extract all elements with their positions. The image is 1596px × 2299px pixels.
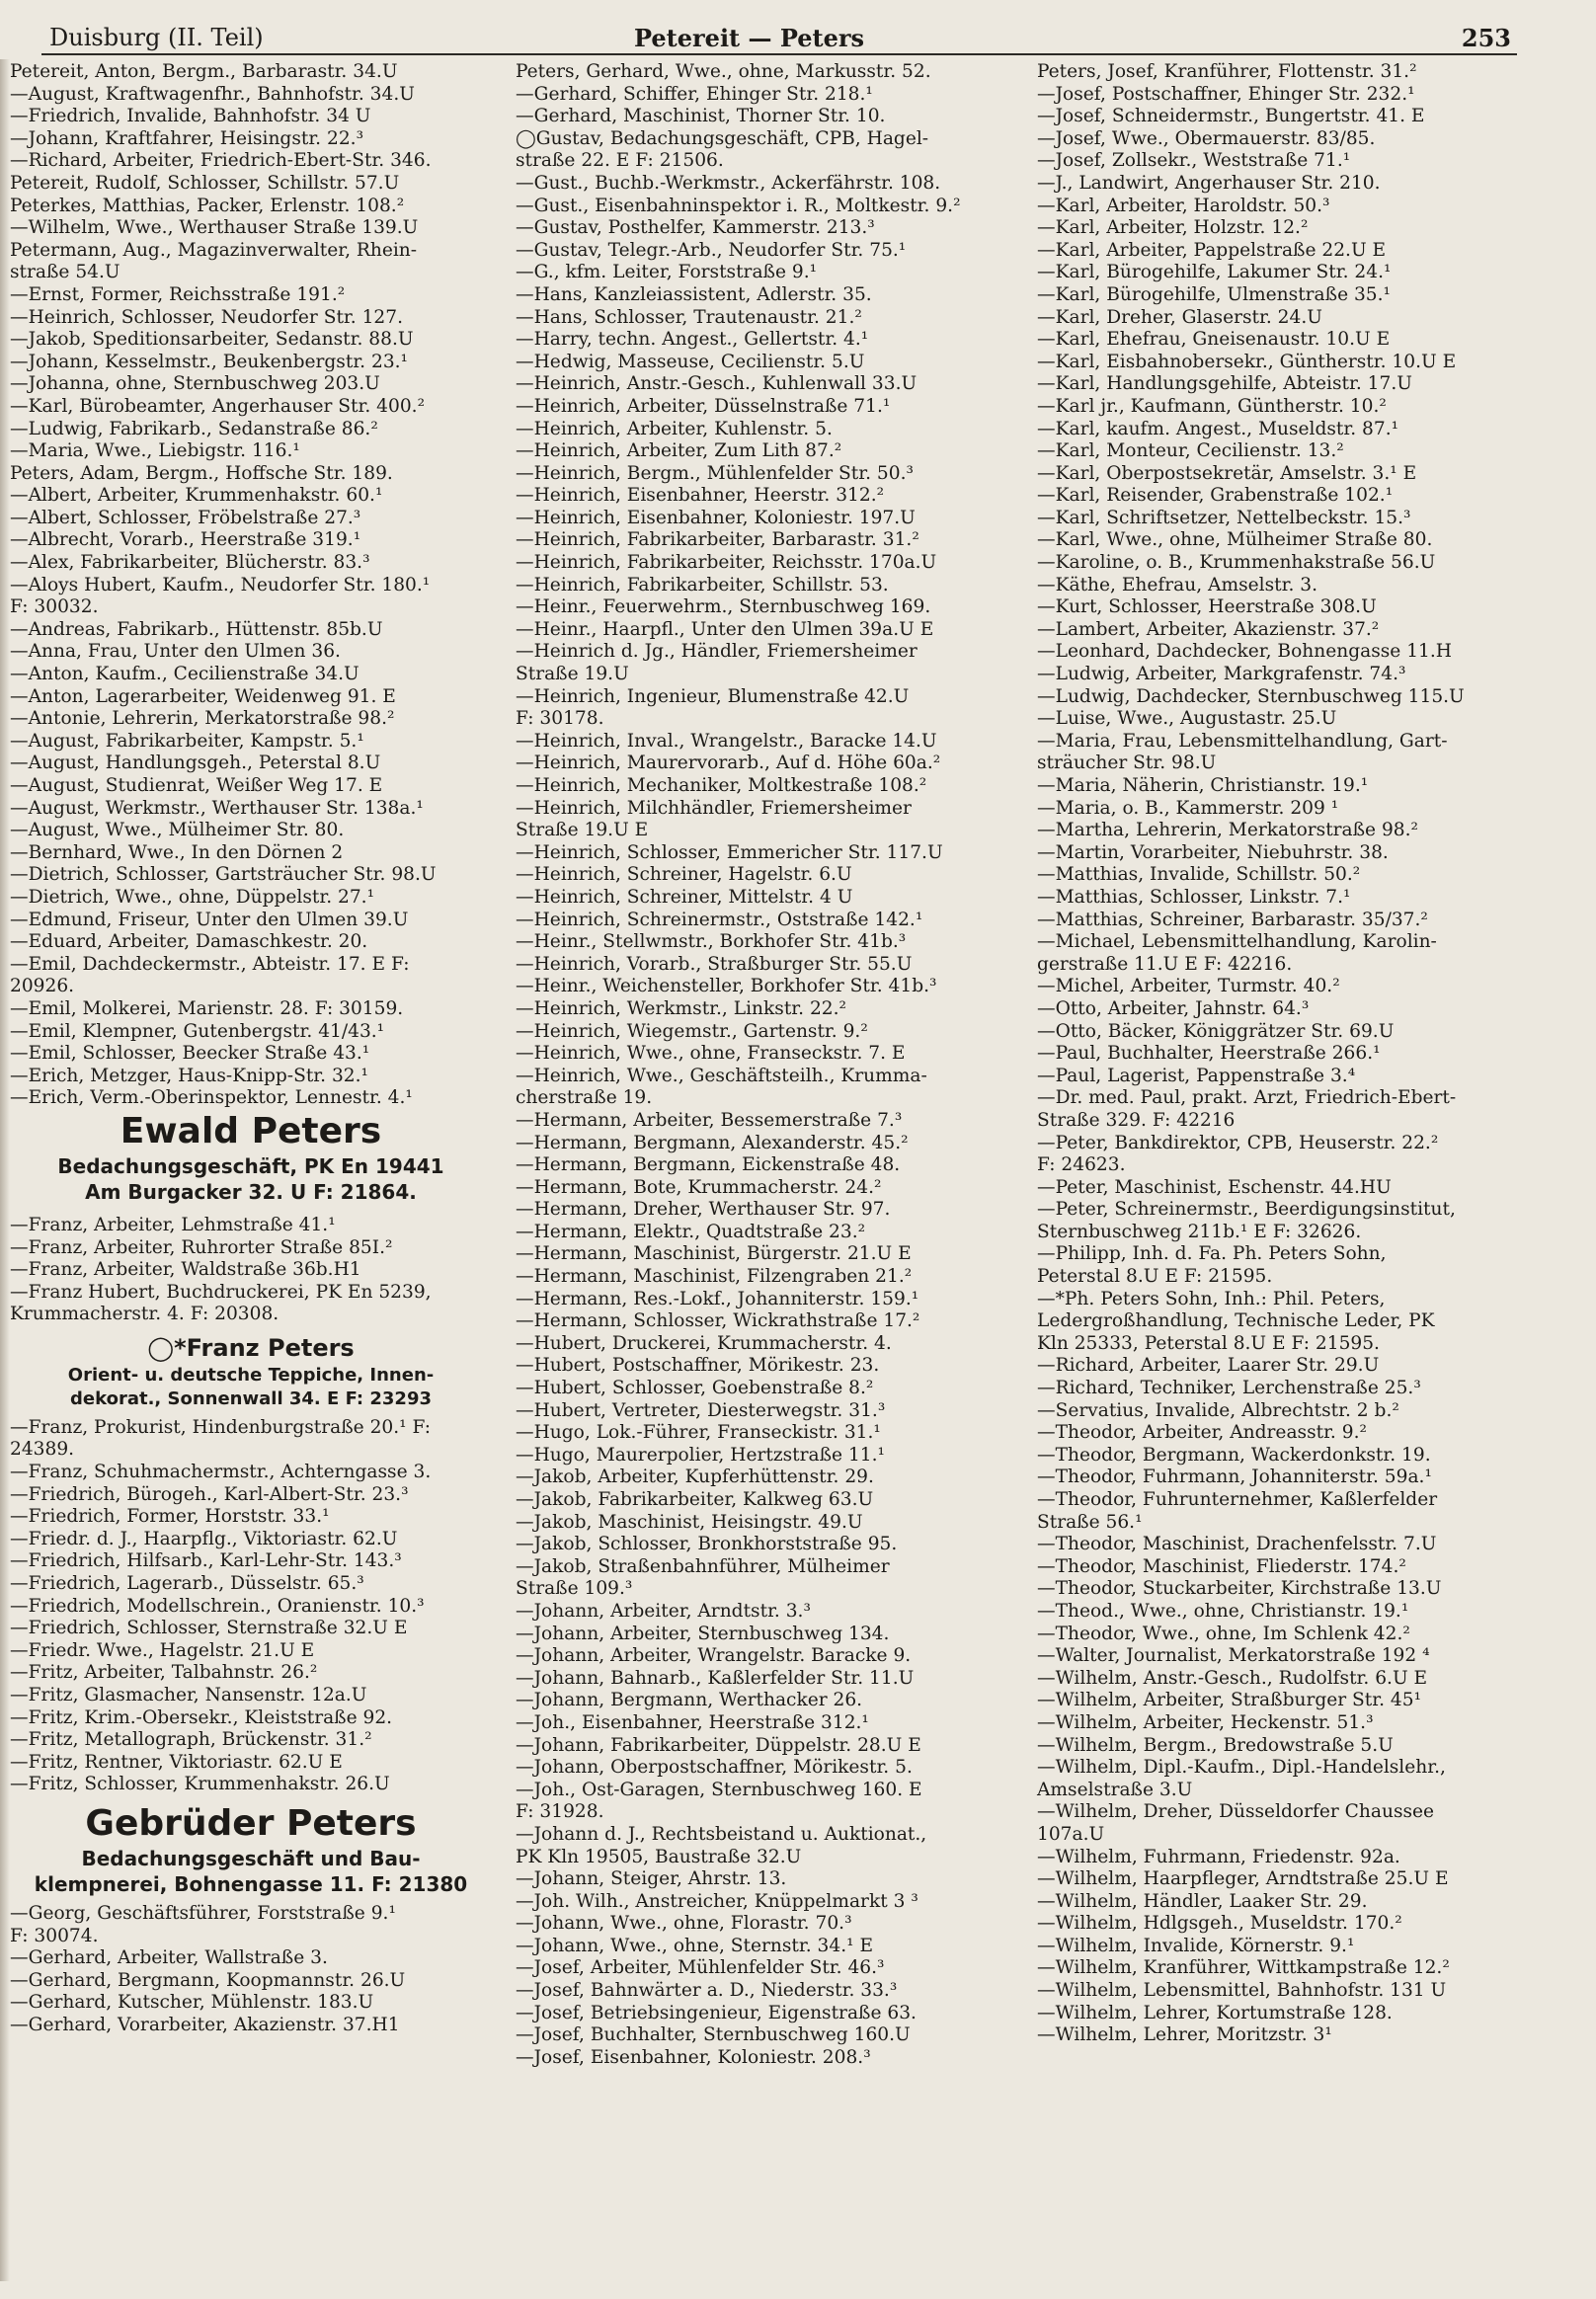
directory-entry: —Karl, Dreher, Glaserstr. 24.U — [1037, 306, 1322, 328]
directory-entry: —Wilhelm, Anstr.-Gesch., Rudolfstr. 6.U E — [1037, 1667, 1428, 1689]
directory-entry: —Jakob, Straßenbahnführer, Mülheimer — [516, 1555, 890, 1577]
directory-entry: —Richard, Arbeiter, Laarer Str. 29.U — [1037, 1355, 1380, 1377]
directory-entry: —Ludwig, Dachdecker, Sternbuschweg 115.U — [1037, 685, 1465, 707]
directory-entry: —Heinr., Weichensteller, Borkhofer Str. 41b.³ — [516, 976, 937, 997]
directory-entry: —Karl, Handlungsgehilfe, Abteistr. 17.U — [1037, 373, 1412, 395]
directory-entry: —Luise, Wwe., Augustastr. 25.U — [1037, 708, 1337, 730]
directory-entry: —Martin, Vorarbeiter, Niebuhrstr. 38. — [1037, 841, 1389, 863]
directory-entry: —Ernst, Former, Reichsstraße 191.² — [10, 283, 346, 305]
directory-entry: Straße 329. F: 42216 — [1037, 1109, 1236, 1131]
directory-entry: Straße 19.U — [516, 664, 629, 685]
directory-entry: —Josef, Betriebsingenieur, Eigenstraße 63. — [516, 2002, 917, 2023]
directory-entry: —Josef, Postschaffner, Ehinger Str. 232.¹ — [1037, 83, 1415, 105]
directory-entry: —Heinrich, Eisenbahner, Heerstr. 312.² — [516, 485, 885, 507]
directory-entry: —Hermann, Maschinist, Filzengraben 21.² — [516, 1266, 913, 1288]
directory-entry: —Paul, Buchhalter, Heerstraße 266.¹ — [1037, 1043, 1381, 1065]
ad-ewald-peters — [0, 1110, 502, 1205]
directory-entry: —Karl, Bürogehilfe, Lakumer Str. 24.¹ — [1037, 262, 1392, 283]
directory-entry: —Heinrich, Arbeiter, Zum Lith 87.² — [516, 440, 842, 462]
ad-gebrueder-peters — [0, 1802, 502, 1897]
directory-entry: —Heinrich, Arbeiter, Düsselnstraße 71.¹ — [516, 395, 891, 417]
directory-entry: —Heinrich, Wwe., ohne, Franseckstr. 7. E — [516, 1043, 906, 1065]
directory-entry: —Heinrich, Schlosser, Neudorfer Str. 127. — [10, 306, 403, 328]
directory-entry: Peterstal 8.U E F: 21595. — [1037, 1266, 1273, 1288]
directory-entry: —Emil, Molkerei, Marienstr. 28. F: 30159. — [10, 997, 404, 1019]
directory-entry: —Fritz, Glasmacher, Nansenstr. 12a.U — [10, 1685, 367, 1705]
directory-entry: —Hedwig, Masseuse, Cecilienstr. 5.U — [516, 351, 865, 372]
directory-entry: —Richard, Arbeiter, Friedrich-Ebert-Str. 346. — [10, 150, 432, 172]
directory-entry: —Hubert, Vertreter, Diesterwegstr. 31.³ — [516, 1399, 886, 1421]
directory-entry: Straße 19.U E — [516, 820, 649, 841]
directory-entry: —Albert, Schlosser, Fröbelstraße 27.³ — [10, 507, 361, 528]
header-name-range: Petereit — Peters — [634, 24, 865, 52]
directory-entry: —Theodor, Bergmann, Wackerdonkstr. 19. — [1037, 1444, 1431, 1466]
ad-gebrueder-name: Gebrüder Peters — [85, 1802, 417, 1844]
directory-entry: —Johann, Bergmann, Werthacker 26. — [516, 1690, 863, 1711]
directory-entry: —Hubert, Schlosser, Goebenstraße 8.² — [516, 1378, 874, 1399]
directory-entry: —Johann, Arbeiter, Wrangelstr. Baracke 9. — [516, 1645, 912, 1667]
directory-entry: —Joh., Ost-Garagen, Sternbuschweg 160. E — [516, 1779, 922, 1800]
directory-entry: —Hermann, Arbeiter, Bessemerstraße 7.³ — [516, 1109, 903, 1131]
directory-entry: —Heinr., Haarpfl., Unter den Ulmen 39a.U E — [516, 618, 934, 640]
directory-entry: —Heinrich, Bergm., Mühlenfelder Str. 50.³ — [516, 462, 914, 484]
directory-entry: —Aloys Hubert, Kaufm., Neudorfer Str. 180.¹ — [10, 574, 431, 595]
directory-entry: —Wilhelm, Lehrer, Kortumstraße 128. — [1037, 2002, 1393, 2023]
directory-entry: —Hermann, Bote, Krummacherstr. 24.² — [516, 1176, 882, 1198]
directory-entry: —Fritz, Schlosser, Krummenhakstr. 26.U — [10, 1774, 390, 1795]
directory-entry: —Hermann, Maschinist, Bürgerstr. 21.U E — [516, 1243, 912, 1265]
directory-entry: —Wilhelm, Lebensmittel, Bahnhofstr. 131 U — [1037, 1980, 1447, 2002]
directory-entry: —Theodor, Stuckarbeiter, Kirchstraße 13.U — [1037, 1578, 1442, 1600]
directory-entry: —Johann d. J., Rechtsbeistand u. Auktionat., — [516, 1823, 927, 1845]
directory-entry: —Harry, techn. Angest., Gellertstr. 4.¹ — [516, 329, 869, 351]
directory-entry: —Josef, Wwe., Obermauerstr. 83/85. — [1037, 127, 1376, 149]
directory-entry: —Karl jr., Kaufmann, Güntherstr. 10.² — [1037, 395, 1387, 417]
directory-entry: —Matthias, Schlosser, Linkstr. 7.¹ — [1037, 886, 1351, 908]
directory-entry: —J., Landwirt, Angerhauser Str. 210. — [1037, 172, 1381, 194]
directory-entry: —Friedrich, Schlosser, Sternstraße 32.U E — [10, 1618, 408, 1639]
directory-entry: —Josef, Eisenbahner, Koloniestr. 208.³ — [516, 2046, 871, 2068]
directory-entry: —Antonie, Lehrerin, Merkatorstraße 98.² — [10, 708, 395, 730]
directory-entry: Straße 56.¹ — [1037, 1511, 1143, 1533]
directory-entry: —Gerhard, Arbeiter, Wallstraße 3. — [10, 1947, 328, 1969]
directory-entry: —Peter, Schreinermstr., Beerdigungsinstitut, — [1037, 1199, 1456, 1221]
directory-entry: —Jakob, Speditionsarbeiter, Sedanstr. 88.U — [10, 329, 414, 351]
directory-entry: —Otto, Arbeiter, Jahnstr. 64.³ — [1037, 997, 1310, 1019]
directory-entry: —Hubert, Druckerei, Krummacherstr. 4. — [516, 1332, 892, 1354]
directory-entry: —Gerhard, Schiffer, Ehinger Str. 218.¹ — [516, 83, 873, 105]
directory-entry: —Emil, Dachdeckermstr., Abteistr. 17. E F: — [10, 953, 410, 975]
directory-entry: —Anna, Frau, Unter den Ulmen 36. — [10, 641, 341, 663]
directory-entry: —Karl, Arbeiter, Holzstr. 12.² — [1037, 217, 1309, 239]
directory-entry: —Theodor, Maschinist, Drachenfelsstr. 7.U — [1037, 1534, 1437, 1555]
directory-entry: —Wilhelm, Arbeiter, Straßburger Str. 45¹ — [1037, 1690, 1422, 1711]
directory-entry: —Lambert, Arbeiter, Akazienstr. 37.² — [1037, 618, 1380, 640]
directory-entry: —Karl, kaufm. Angest., Museldstr. 87.¹ — [1037, 418, 1399, 439]
entry-list — [0, 1903, 502, 2037]
directory-entry: PK Kln 19505, Baustraße 32.U — [516, 1846, 802, 1867]
directory-entry: —Karl, Wwe., ohne, Mülheimer Straße 80. — [1037, 529, 1433, 551]
entry-list — [0, 1417, 502, 1796]
directory-entry: —Franz Hubert, Buchdruckerei, PK En 5239, — [10, 1281, 432, 1303]
directory-entry: Ledergroßhandlung, Technische Leder, PK — [1037, 1310, 1435, 1332]
directory-entry: —Martha, Lehrerin, Merkatorstraße 98.² — [1037, 820, 1418, 841]
entry-list — [0, 1215, 502, 1326]
directory-entry: —Maria, Wwe., Liebigstr. 116.¹ — [10, 440, 300, 462]
directory-entry: —Hermann, Res.-Lokf., Johanniterstr. 159.¹ — [516, 1288, 919, 1309]
directory-entry: F: 30178. — [516, 708, 604, 730]
directory-entry: —Wilhelm, Haarpfleger, Arndtstraße 25.U E — [1037, 1868, 1449, 1890]
directory-entry: —Dr. med. Paul, prakt. Arzt, Friedrich-Ebert- — [1037, 1087, 1457, 1109]
directory-entry: —Matthias, Schreiner, Barbarastr. 35/37.² — [1037, 909, 1428, 930]
directory-entry: —Heinrich, Arbeiter, Kuhlenstr. 5. — [516, 418, 833, 439]
directory-entry: ◯Gustav, Bedachungsgeschäft, CPB, Hagel- — [516, 127, 929, 149]
directory-entry: Peters, Josef, Kranführer, Flottenstr. 31.² — [1037, 61, 1417, 82]
directory-entry: —Gerhard, Kutscher, Mühlenstr. 183.U — [10, 1992, 374, 2014]
directory-entry: 20926. — [10, 976, 75, 997]
directory-entry: —Heinrich, Fabrikarbeiter, Barbarastr. 31.² — [516, 529, 919, 551]
directory-entry: —Joh., Eisenbahner, Heerstraße 312.¹ — [516, 1711, 869, 1733]
directory-entry: —Josef, Bahnwärter a. D., Niederstr. 33.³ — [516, 1980, 898, 2002]
directory-entry: —Hermann, Bergmann, Alexanderstr. 45.² — [516, 1132, 909, 1153]
directory-entry: —Gerhard, Bergmann, Koopmannstr. 26.U — [10, 1969, 406, 1991]
directory-entry: —August, Fabrikarbeiter, Kampstr. 5.¹ — [10, 730, 364, 752]
directory-entry: —Emil, Schlosser, Beecker Straße 43.¹ — [10, 1043, 370, 1065]
directory-entry: —Ludwig, Fabrikarb., Sedanstraße 86.² — [10, 418, 378, 439]
directory-entry: —Heinrich, Inval., Wrangelstr., Baracke 14.U — [516, 730, 937, 752]
header-city-section: Duisburg (II. Teil) — [49, 24, 264, 51]
directory-entry: —Friedrich, Modellschrein., Oranienstr. 10.³ — [10, 1595, 425, 1617]
directory-entry: —Wilhelm, Arbeiter, Heckenstr. 51.³ — [1037, 1711, 1374, 1733]
directory-entry: —Heinrich, Wiegemstr., Gartenstr. 9.² — [516, 1020, 868, 1042]
directory-entry: —Heinrich, Fabrikarbeiter, Reichsstr. 170a.U — [516, 552, 937, 574]
directory-entry: —Karl, Bürogehilfe, Ulmenstraße 35.¹ — [1037, 283, 1392, 305]
directory-entry: —G., kfm. Leiter, Forststraße 9.¹ — [516, 262, 818, 283]
directory-entry: —Josef, Zollsekr., Weststraße 71.¹ — [1037, 150, 1351, 172]
directory-entry: —Georg, Geschäftsführer, Forststraße 9.¹ — [10, 1902, 396, 1924]
directory-entry: —Fritz, Metallograph, Brückenstr. 31.² — [10, 1729, 372, 1751]
directory-entry: —Johann, Fabrikarbeiter, Düppelstr. 28.U E — [516, 1734, 921, 1756]
directory-entry: —Joh. Wilh., Anstreicher, Knüppelmarkt 3 ³ — [516, 1890, 918, 1912]
directory-entry: —Johann, Steiger, Ahrstr. 13. — [516, 1868, 787, 1890]
directory-entry: —Gustav, Posthelfer, Kammerstr. 213.³ — [516, 217, 875, 239]
directory-entry: 107a.U — [1037, 1823, 1105, 1845]
directory-entry: —Heinrich, Schlosser, Emmericher Str. 117.U — [516, 841, 943, 863]
directory-entry: —Heinrich, Ingenieur, Blumenstraße 42.U — [516, 685, 910, 707]
directory-entry: —Erich, Metzger, Haus-Knipp-Str. 32.¹ — [10, 1065, 368, 1086]
directory-entry: Peters, Gerhard, Wwe., ohne, Markusstr. 52. — [516, 61, 931, 82]
ad-ewald-line2: Am Burgacker 32. U F: 21864. — [85, 1179, 417, 1204]
directory-entry: F: 24623. — [1037, 1154, 1126, 1176]
directory-entry: —Karl, Bürobeamter, Angerhauser Str. 400.² — [10, 395, 426, 417]
directory-entry: —Anton, Kaufm., Cecilienstraße 34.U — [10, 664, 359, 685]
directory-entry: —Matthias, Invalide, Schillstr. 50.² — [1037, 864, 1361, 886]
directory-entry: —Dietrich, Schlosser, Gartsträucher Str. 98.U — [10, 864, 437, 886]
directory-entry: —August, Studienrat, Weißer Weg 17. E — [10, 775, 383, 796]
directory-entry: Peterkes, Matthias, Packer, Erlenstr. 108.² — [10, 195, 405, 216]
directory-entry: —Johann, Wwe., ohne, Sternstr. 34.¹ E — [516, 1935, 874, 1956]
directory-entry: —Gustav, Telegr.-Arb., Neudorfer Str. 75.¹ — [516, 239, 907, 261]
directory-entry: —Karl, Monteur, Cecilienstr. 13.² — [1037, 440, 1344, 462]
directory-entry: —Gust., Buchb.-Werkmstr., Ackerfährstr. 108. — [516, 172, 941, 194]
directory-entry: —Hubert, Postschaffner, Mörikestr. 23. — [516, 1355, 880, 1377]
directory-entry: —Josef, Arbeiter, Mühlenfelder Str. 46.³ — [516, 1957, 885, 1979]
directory-entry: —Hermann, Schlosser, Wickrathstraße 17.² — [516, 1310, 920, 1332]
directory-entry: —Jakob, Schlosser, Bronkhorststraße 95. — [516, 1534, 898, 1555]
directory-entry: —Franz, Schuhmachermstr., Achterngasse 3. — [10, 1462, 432, 1483]
directory-entry: —Otto, Bäcker, Königgrätzer Str. 69.U — [1037, 1020, 1395, 1042]
directory-entry: —August, Handlungsgeh., Peterstal 8.U — [10, 753, 381, 774]
directory-entry: —Heinrich, Wwe., Geschäftsteilh., Krumma- — [516, 1065, 927, 1086]
directory-entry: —Emil, Klempner, Gutenbergstr. 41/43.¹ — [10, 1020, 385, 1042]
directory-entry: —Heinrich d. Jg., Händler, Friemersheimer — [516, 641, 918, 663]
directory-entry: —Fritz, Arbeiter, Talbahnstr. 26.² — [10, 1662, 318, 1684]
directory-entry: —Leonhard, Dachdecker, Bohnengasse 11.H — [1037, 641, 1452, 663]
directory-entry: —Franz, Prokurist, Hindenburgstraße 20.¹ F: — [10, 1416, 432, 1438]
directory-entry: —Heinrich, Mechaniker, Moltkestraße 108.² — [516, 775, 927, 796]
directory-entry: Straße 109.³ — [516, 1578, 633, 1600]
directory-entry: Petereit, Rudolf, Schlosser, Schillstr. 57.U — [10, 172, 400, 194]
directory-entry: —Wilhelm, Fuhrmann, Friedenstr. 92a. — [1037, 1846, 1400, 1867]
directory-entry: —Theodor, Arbeiter, Andreasstr. 9.² — [1037, 1422, 1367, 1444]
directory-entry: —Maria, Frau, Lebensmittelhandlung, Gart- — [1037, 730, 1448, 752]
directory-entry: —Karl, Arbeiter, Pappelstraße 22.U E — [1037, 239, 1387, 261]
ad-ewald-name: Ewald Peters — [120, 1110, 382, 1151]
ad-franz-peters — [0, 1332, 502, 1411]
directory-entry: —Johann, Oberpostschaffner, Mörikestr. 5. — [516, 1757, 913, 1779]
directory-entry: —Johann, Kraftfahrer, Heisingstr. 22.³ — [10, 127, 364, 149]
directory-entry: —Theod., Wwe., ohne, Christianstr. 19.¹ — [1037, 1600, 1409, 1622]
directory-entry: —Franz, Arbeiter, Lehmstraße 41.¹ — [10, 1214, 336, 1235]
directory-entry: —Wilhelm, Bergm., Bredowstraße 5.U — [1037, 1734, 1394, 1756]
directory-entry: straße 22. E F: 21506. — [516, 150, 724, 172]
directory-entry: —Johann, Arbeiter, Sternbuschweg 134. — [516, 1623, 890, 1644]
directory-entry: 24389. — [10, 1439, 75, 1461]
directory-entry: —Karl, Reisender, Grabenstraße 102.¹ — [1037, 485, 1394, 507]
directory-entry: —Kurt, Schlosser, Heerstraße 308.U — [1037, 596, 1377, 618]
directory-entry: —Josef, Schneidermstr., Bungertstr. 41. E — [1037, 106, 1425, 127]
directory-entry: —Gust., Eisenbahninspektor i. R., Moltkestr. 9.² — [516, 195, 961, 216]
directory-entry: —Johann, Bahnarb., Kaßlerfelder Str. 11.U — [516, 1667, 915, 1689]
directory-entry: —Heinrich, Schreiner, Hagelstr. 6.U — [516, 864, 852, 886]
directory-entry: —Edmund, Friseur, Unter den Ulmen 39.U — [10, 909, 409, 930]
directory-entry: —Wilhelm, Dreher, Düsseldorfer Chaussee — [1037, 1801, 1435, 1823]
directory-entry: —Heinr., Stellwmstr., Borkhofer Str. 41b.³ — [516, 931, 907, 953]
directory-entry: —Richard, Techniker, Lerchenstraße 25.³ — [1037, 1378, 1421, 1399]
directory-entry: —Andreas, Fabrikarb., Hüttenstr. 85b.U — [10, 618, 383, 640]
directory-entry: —Friedrich, Former, Horststr. 33.¹ — [10, 1506, 330, 1528]
header-page-number: 253 — [1461, 24, 1511, 52]
directory-entry: —Heinrich, Milchhändler, Friemersheimer — [516, 797, 912, 819]
directory-entry: —Bernhard, Wwe., In den Dörnen 2 — [10, 841, 344, 863]
directory-entry: —Jakob, Maschinist, Heisingstr. 49.U — [516, 1511, 863, 1533]
directory-entry: —Theodor, Fuhrmann, Johanniterstr. 59a.¹ — [1037, 1467, 1432, 1488]
ad-franz-line1: Orient- u. deutsche Teppiche, Innen- — [67, 1364, 435, 1386]
directory-entry: —Alex, Fabrikarbeiter, Blücherstr. 83.³ — [10, 552, 370, 574]
directory-entry: —Albert, Arbeiter, Krummenhakstr. 60.¹ — [10, 485, 383, 507]
directory-entry: —Hans, Schlosser, Trautenaustr. 21.² — [516, 306, 862, 328]
directory-entry: —Karl, Oberpostsekretär, Amselstr. 3.¹ E — [1037, 462, 1417, 484]
directory-entry: —Johann, Arbeiter, Arndtstr. 3.³ — [516, 1600, 811, 1622]
directory-entry: —Friedrich, Hilfsarb., Karl-Lehr-Str. 143.³ — [10, 1550, 402, 1572]
directory-entry: gerstraße 11.U E F: 42216. — [1037, 953, 1293, 975]
directory-entry: —Fritz, Rentner, Viktoriastr. 62.U E — [10, 1751, 343, 1773]
directory-entry: —Johann, Kesselmstr., Beukenbergstr. 23.¹ — [10, 351, 409, 372]
column-1 — [0, 61, 502, 2037]
directory-entry: —Erich, Verm.-Oberinspektor, Lennestr. 4.¹ — [10, 1087, 413, 1109]
directory-entry: —Hermann, Dreher, Werthauser Str. 97. — [516, 1199, 891, 1221]
directory-entry: —Theodor, Maschinist, Fliederstr. 174.² — [1037, 1555, 1406, 1577]
directory-entry: —Michel, Arbeiter, Turmstr. 40.² — [1037, 976, 1340, 997]
directory-entry: —August, Kraftwagenfhr., Bahnhofstr. 34.U — [10, 83, 415, 105]
directory-entry: —Wilhelm, Händler, Laaker Str. 29. — [1037, 1890, 1368, 1912]
directory-entry: —Heinr., Feuerwehrm., Sternbuschweg 169. — [516, 596, 931, 618]
directory-entry: Petermann, Aug., Magazinverwalter, Rhein- — [10, 239, 418, 261]
directory-entry: —Johann, Wwe., ohne, Florastr. 70.³ — [516, 1913, 852, 1935]
column-2 — [512, 61, 1027, 2069]
directory-entry: —Peter, Bankdirektor, CPB, Heuserstr. 22.² — [1037, 1132, 1439, 1153]
directory-entry: —August, Werkmstr., Werthauser Str. 138a.¹ — [10, 797, 424, 819]
directory-entry: —Heinrich, Maurervorarb., Auf d. Höhe 60a.² — [516, 753, 941, 774]
directory-entry: —Dietrich, Wwe., ohne, Düppelstr. 27.¹ — [10, 886, 375, 908]
directory-entry: —Käthe, Ehefrau, Amselstr. 3. — [1037, 574, 1318, 595]
directory-entry: Petereit, Anton, Bergm., Barbarastr. 34.U — [10, 61, 398, 82]
directory-entry: —Hermann, Elektr., Quadtstraße 23.² — [516, 1221, 866, 1242]
directory-entry: —Theodor, Fuhrunternehmer, Kaßlerfelder — [1037, 1489, 1438, 1510]
directory-entry: —Hugo, Maurerpolier, Hertzstraße 11.¹ — [516, 1444, 885, 1466]
directory-entry: —Hans, Kanzleiassistent, Adlerstr. 35. — [516, 283, 872, 305]
ad-ewald-line1: Bedachungsgeschäft, PK En 19441 — [57, 1153, 444, 1178]
directory-entry: —Hermann, Bergmann, Eickenstraße 48. — [516, 1154, 901, 1176]
directory-entry: —Philipp, Inh. d. Fa. Ph. Peters Sohn, — [1037, 1243, 1387, 1265]
directory-entry: —Wilhelm, Lehrer, Moritzstr. 3¹ — [1037, 2024, 1332, 2046]
directory-entry: —Wilhelm, Hdlgsgeh., Museldstr. 170.² — [1037, 1913, 1402, 1935]
page-header — [41, 18, 1517, 55]
directory-entry: F: 30032. — [10, 596, 99, 618]
directory-entry: —Maria, Näherin, Christianstr. 19.¹ — [1037, 775, 1369, 796]
directory-entry: F: 30074. — [10, 1925, 99, 1946]
directory-entry: —Paul, Lagerist, Pappenstraße 3.⁴ — [1037, 1065, 1356, 1086]
directory-entry: —Karl, Arbeiter, Haroldstr. 50.³ — [1037, 195, 1330, 216]
directory-entry: —Heinrich, Werkmstr., Linkstr. 22.² — [516, 997, 846, 1019]
directory-entry: —Heinrich, Anstr.-Gesch., Kuhlenwall 33.U — [516, 373, 918, 395]
directory-entry: —Maria, o. B., Kammerstr. 209 ¹ — [1037, 797, 1339, 819]
directory-entry: —Wilhelm, Dipl.-Kaufm., Dipl.-Handelslehr., — [1037, 1757, 1446, 1779]
directory-entry: —Karoline, o. B., Krummenhakstraße 56.U — [1037, 552, 1436, 574]
directory-entry: —August, Wwe., Mülheimer Str. 80. — [10, 820, 345, 841]
directory-entry: Sternbuschweg 211b.¹ E F: 32626. — [1037, 1221, 1362, 1242]
directory-entry: —Franz, Arbeiter, Ruhrorter Straße 85I.² — [10, 1236, 393, 1258]
directory-entry: sträucher Str. 98.U — [1037, 753, 1217, 774]
directory-entry: —*Ph. Peters Sohn, Inh.: Phil. Peters, — [1037, 1288, 1386, 1309]
directory-entry: —Fritz, Krim.-Obersekr., Kleiststraße 92. — [10, 1706, 393, 1728]
directory-entry: —Friedr. d. J., Haarpflg., Viktoriastr. 62.U — [10, 1528, 398, 1549]
directory-entry: —Walter, Journalist, Merkatorstraße 192 ⁴ — [1037, 1645, 1430, 1667]
ad-gebrueder-line1: Bedachungsgeschäft und Bau- — [81, 1846, 421, 1870]
directory-entry: —Friedrich, Lagerarb., Düsselstr. 65.³ — [10, 1573, 364, 1595]
directory-entry: —Karl, Eisbahnobersekr., Güntherstr. 10.U E — [1037, 351, 1457, 372]
directory-entry: —Heinrich, Vorarb., Straßburger Str. 55.U — [516, 953, 913, 975]
directory-entry: —Wilhelm, Wwe., Werthauser Straße 139.U — [10, 217, 419, 239]
directory-entry: —Peter, Maschinist, Eschenstr. 44.HU — [1037, 1176, 1392, 1198]
directory-entry: Kln 25333, Peterstal 8.U E F: 21595. — [1037, 1332, 1380, 1354]
directory-entry: —Franz, Arbeiter, Waldstraße 36b.H1 — [10, 1259, 361, 1281]
directory-entry: —Jakob, Fabrikarbeiter, Kalkweg 63.U — [516, 1489, 874, 1510]
directory-entry: —Anton, Lagerarbeiter, Weidenweg 91. E — [10, 685, 396, 707]
directory-entry: —Heinrich, Schreinermstr., Oststraße 142.¹ — [516, 909, 923, 930]
directory-entry: —Heinrich, Fabrikarbeiter, Schillstr. 53. — [516, 574, 889, 595]
directory-entry: —Gerhard, Maschinist, Thorner Str. 10. — [516, 106, 886, 127]
ad-franz-line2: dekorat., Sonnenwall 34. E F: 23293 — [70, 1387, 432, 1409]
directory-entry: —Josef, Buchhalter, Sternbuschweg 160.U — [516, 2024, 911, 2046]
entry-list — [1033, 61, 1527, 2047]
directory-entry: —Hugo, Lok.-Führer, Franseckistr. 31.¹ — [516, 1422, 881, 1444]
directory-entry: —Servatius, Invalide, Albrechtstr. 2 b.² — [1037, 1399, 1399, 1421]
directory-entry: F: 31928. — [516, 1801, 604, 1823]
directory-entry: —Karl, Ehefrau, Gneisenaustr. 10.U E — [1037, 329, 1391, 351]
directory-entry: Amselstraße 3.U — [1037, 1779, 1193, 1800]
directory-entry: —Jakob, Arbeiter, Kupferhüttenstr. 29. — [516, 1467, 874, 1488]
ad-gebrueder-line2: klempnerei, Bohnengasse 11. F: 21380 — [34, 1871, 468, 1896]
directory-entry: Krummacherstr. 4. F: 20308. — [10, 1304, 279, 1325]
directory-entry: —Friedrich, Invalide, Bahnhofstr. 34 U — [10, 106, 371, 127]
directory-entry: —Ludwig, Arbeiter, Markgrafenstr. 74.³ — [1037, 664, 1406, 685]
directory-entry: —Johanna, ohne, Sternbuschweg 203.U — [10, 373, 380, 395]
directory-entry: —Heinrich, Schreiner, Mittelstr. 4 U — [516, 886, 853, 908]
directory-entry: —Michael, Lebensmittelhandlung, Karolin- — [1037, 931, 1437, 953]
directory-entry: straße 54.U — [10, 262, 120, 283]
directory-entry: cherstraße 19. — [516, 1087, 653, 1109]
entry-list — [512, 61, 1027, 2069]
directory-entry: —Eduard, Arbeiter, Damaschkestr. 20. — [10, 931, 368, 953]
column-3 — [1033, 61, 1527, 2047]
directory-entry: —Wilhelm, Invalide, Körnerstr. 9.¹ — [1037, 1935, 1355, 1956]
directory-entry: —Friedr. Wwe., Hagelstr. 21.U E — [10, 1639, 315, 1661]
directory-entry: —Theodor, Wwe., ohne, Im Schlenk 42.² — [1037, 1623, 1410, 1644]
directory-entry: —Heinrich, Eisenbahner, Koloniestr. 197.U — [516, 507, 916, 528]
directory-entry: Peters, Adam, Bergm., Hoffsche Str. 189. — [10, 462, 393, 484]
entry-list — [0, 61, 502, 1110]
directory-entry: —Gerhard, Vorarbeiter, Akazienstr. 37.H1 — [10, 2014, 400, 2035]
directory-entry: —Karl, Schriftsetzer, Nettelbeckstr. 15.³ — [1037, 507, 1411, 528]
directory-entry: —Friedrich, Bürogeh., Karl-Albert-Str. 23.³ — [10, 1483, 409, 1505]
ad-franz-name: ◯*Franz Peters — [147, 1333, 355, 1362]
directory-entry: —Albrecht, Vorarb., Heerstraße 319.¹ — [10, 529, 361, 551]
directory-entry: —Wilhelm, Kranführer, Wittkampstraße 12.² — [1037, 1957, 1450, 1979]
